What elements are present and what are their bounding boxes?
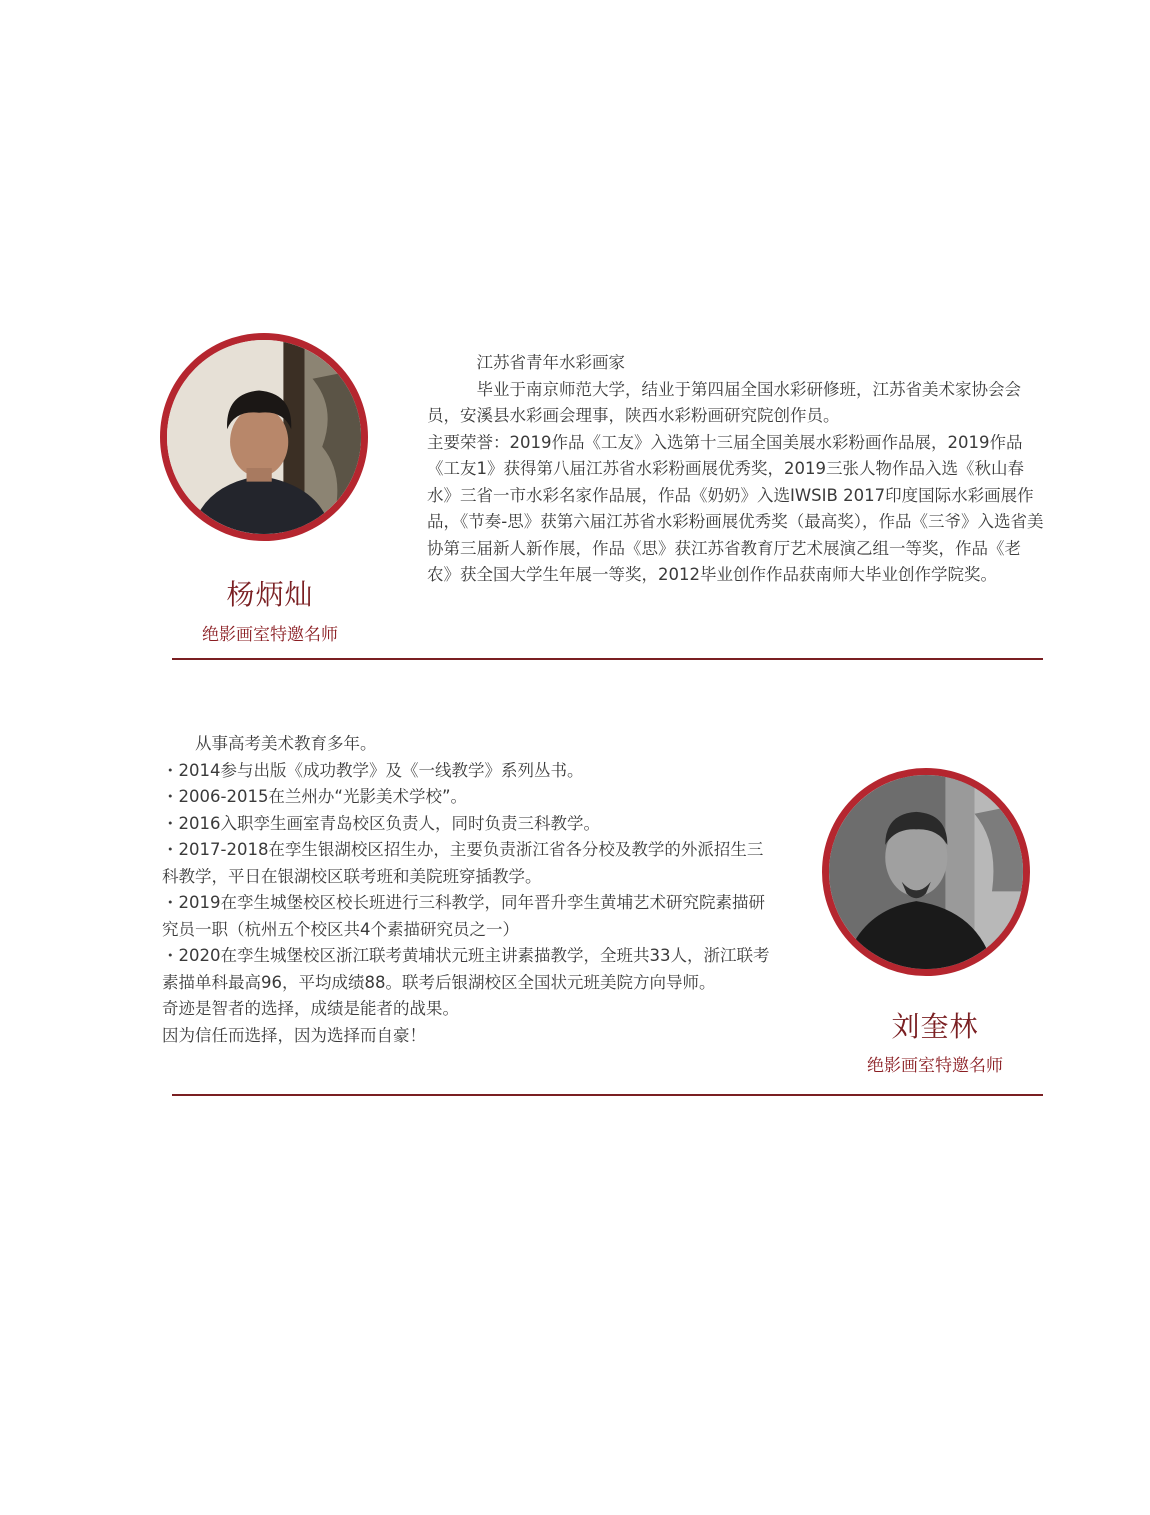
teacher-bio	[427, 350, 1045, 589]
teacher-title: 绝影画室特邀名师	[867, 1056, 1003, 1076]
teacher-name: 刘奎林	[891, 1010, 979, 1043]
teacher-photo-liu	[822, 768, 1030, 976]
teacher-photo-yang	[160, 333, 368, 541]
bio-line: ・2014参与出版《成功教学》及《一线教学》系列丛书。	[162, 760, 584, 780]
bio-line: 奇迹是智者的选择，成绩是能者的战果。	[162, 999, 459, 1018]
section-divider	[172, 658, 1043, 660]
bio-paragraph: ・2019在孪生城堡校区校长班进行三科教学，同年晋升孪生黄埔艺术研究院素描研究员一职（杭州五个校区共4个素描研究员之一）	[162, 893, 765, 939]
teacher-bio	[162, 731, 778, 1049]
bio-paragraph: ・2020在孪生城堡校区浙江联考黄埔状元班主讲素描教学，全班共33人，浙江联考素描单科最高96，平均成绩88。联考后银湖校区全国状元班美院方向导师。	[162, 946, 770, 992]
teacher-title: 绝影画室特邀名师	[202, 625, 338, 645]
bio-paragraph: 毕业于南京师范大学，结业于第四届全国水彩研修班，江苏省美术家协会会员，安溪县水彩画会理事，陕西水彩粉画研究院创作员。	[427, 379, 1021, 425]
teacher-name: 杨炳灿	[226, 578, 314, 611]
bio-paragraph: ・2017-2018在孪生银湖校区招生办，主要负责浙江省各分校及教学的外派招生三科教学，平日在银湖校区联考班和美院班穿插教学。	[162, 840, 764, 886]
bio-line: ・2006-2015在兰州办“光影美术学校”。	[162, 787, 468, 806]
bio-line: 从事高考美术教育多年。	[162, 734, 377, 753]
bio-line: 江苏省青年水彩画家	[427, 353, 625, 372]
bio-line: 因为信任而选择，因为选择而自豪！	[162, 1025, 426, 1045]
section-divider	[172, 1094, 1043, 1096]
bio-line: ・2016入职孪生画室青岛校区负责人，同时负责三科教学。	[162, 813, 600, 833]
bio-paragraph: 主要荣誉：2019作品《工友》入选第十三届全国美展水彩粉画作品展，2019作品《工友1》获得第八届江苏省水彩粉画展优秀奖，2019三张人物作品入选《秋山春水》三省一市水彩名家作品展，作品《奶奶》入选IWSIB 2017印度国际水彩画展作品，《节奏-思》获第六届江苏省水彩粉画展优秀奖（最高奖），作品《三爷》入选省美协第三届新人新作展，作品《思》获江苏省教育厅艺术展演乙组一等奖，作品《老农》获全国大学生年展一等奖，2012毕业创作作品获南师大毕业创作学院奖。	[427, 432, 1044, 584]
